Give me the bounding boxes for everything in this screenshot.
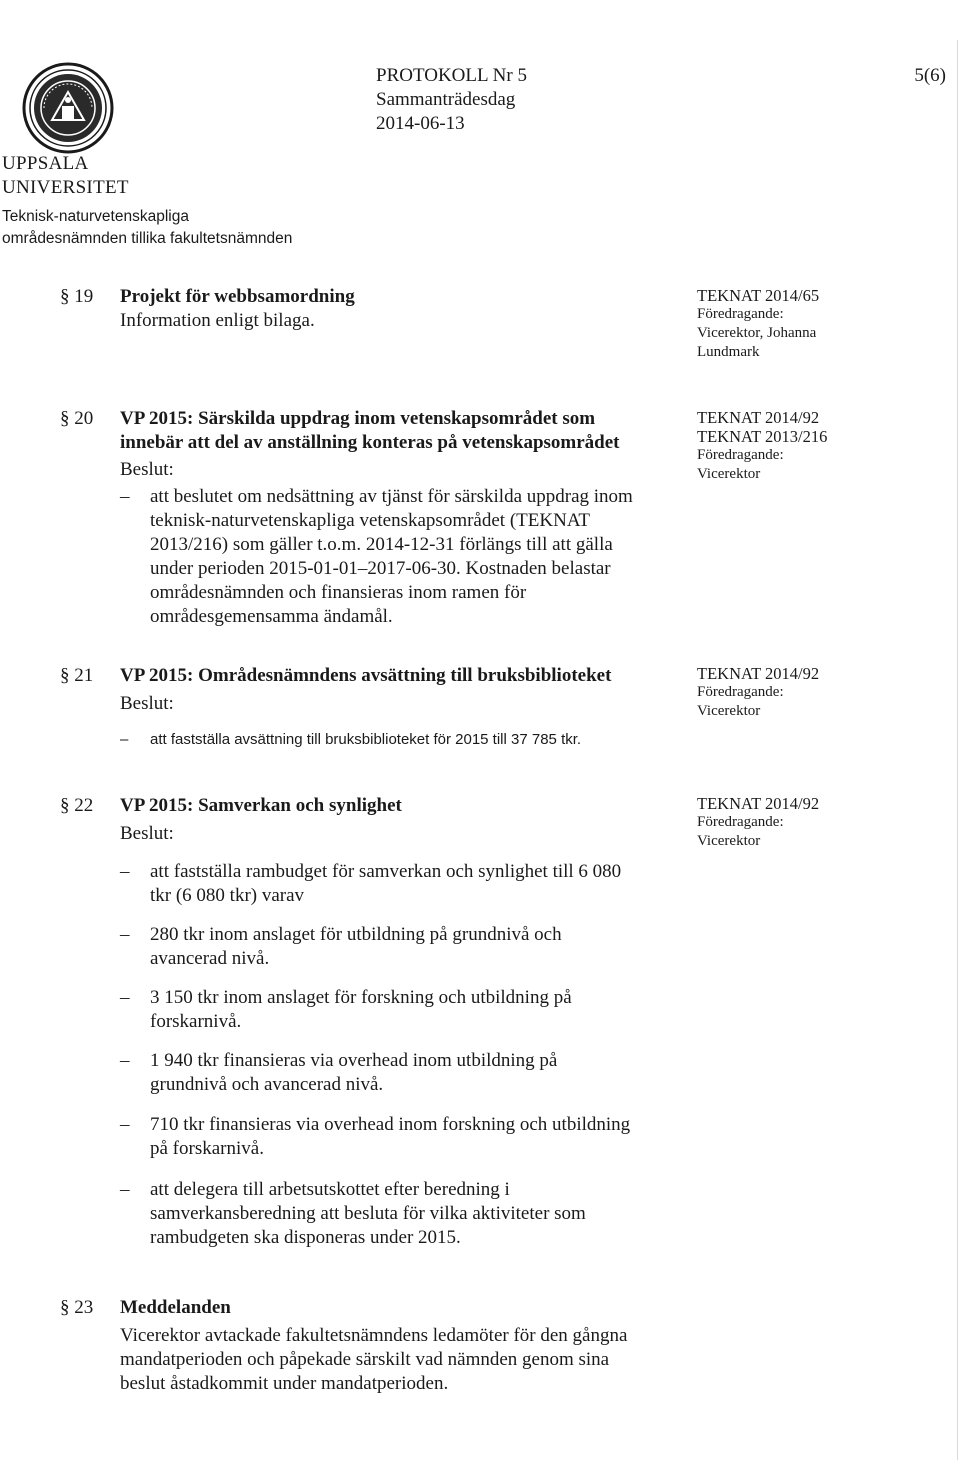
meeting-date: 2014-06-13	[376, 113, 465, 134]
presenter-name: Vicerektor	[697, 833, 761, 849]
case-number: TEKNAT 2014/92	[697, 794, 820, 813]
list-item-line: 280 tkr inom anslaget för utbildning på grundnivå och	[150, 924, 562, 945]
section-20-title	[120, 407, 620, 455]
meeting-type: Sammanträdesdag	[376, 89, 516, 110]
case-number: TEKNAT 2014/65	[697, 286, 820, 305]
page-number: 5(6)	[914, 65, 946, 86]
list-item-line: att fastställa rambudget för samverkan och synlighet till 6 080	[150, 861, 622, 882]
section-sign: §	[60, 408, 70, 429]
dash-bullet: –	[120, 924, 130, 945]
section-22-beslut-label: Beslut:	[120, 823, 174, 844]
body-line: beslut åstadkommit under mandatperioden.	[120, 1373, 449, 1394]
section-number: 19	[74, 286, 94, 307]
faculty-name-line1: Teknisk-naturvetenskapliga	[2, 208, 189, 225]
section-19-title: Projekt för webbsamordning	[120, 286, 355, 307]
presenter-label: Föredragande:	[697, 684, 784, 700]
section-20-title-line1: VP 2015: Särskilda uppdrag inom vetenskapsområdet som	[120, 408, 596, 429]
section-number: 23	[74, 1297, 94, 1318]
presenter-name: Vicerektor	[697, 703, 761, 719]
section-sign: §	[60, 665, 70, 686]
case-number: TEKNAT 2014/92	[697, 664, 820, 683]
presenter-name-cont: Lundmark	[697, 344, 760, 360]
section-number: 22	[74, 795, 94, 816]
section-21-decision-item	[120, 730, 680, 750]
list-item-line: 710 tkr finansieras via overhead inom forskning och utbildning	[150, 1114, 631, 1135]
list-item-line: avancerad nivå.	[150, 948, 270, 969]
dash-bullet: –	[120, 1050, 130, 1071]
protocol-title: PROTOKOLL Nr 5	[376, 65, 527, 86]
section-21-title: VP 2015: Områdesnämndens avsättning till bruksbiblioteket	[120, 665, 612, 686]
section-22-reference	[697, 794, 819, 851]
faculty-name-line2: områdesnämnden tillika fakultetsnämnden	[2, 230, 293, 247]
dash-bullet: –	[120, 486, 130, 507]
body-line: mandatperioden och påpekade särskilt vad nämnden genom sina	[120, 1349, 610, 1370]
presenter-name: Vicerektor, Johanna	[697, 325, 817, 341]
section-22-title: VP 2015: Samverkan och synlighet	[120, 795, 402, 816]
dash-bullet: –	[120, 987, 130, 1008]
section-sign: §	[60, 286, 70, 307]
dash-bullet: –	[120, 861, 130, 882]
decision-line: 2013/216) som gäller t.o.m. 2014-12-31 förlängs till att gälla	[150, 534, 613, 555]
list-item-line: att delegera till arbetsutskottet efter beredning i	[150, 1179, 510, 1200]
protocol-header	[376, 64, 527, 136]
list-item-line: tkr (6 080 tkr) varav	[150, 885, 305, 906]
list-item-line: samverkansberedning att besluta för vilka aktiviteter som	[150, 1203, 586, 1224]
list-item	[120, 1178, 700, 1250]
list-item	[120, 923, 700, 971]
section-23-title: Meddelanden	[120, 1297, 231, 1318]
list-item	[120, 986, 700, 1034]
decision-line: att beslutet om nedsättning av tjänst för särskilda uppdrag inom	[150, 486, 633, 507]
section-20-reference	[697, 408, 827, 484]
dash-bullet: –	[120, 1114, 130, 1135]
presenter-label: Föredragande:	[697, 306, 784, 322]
list-item	[120, 1049, 700, 1097]
section-21-number	[60, 664, 93, 688]
list-item-line: 3 150 tkr inom anslaget för forskning och utbildning på	[150, 987, 572, 1008]
page-edge-line	[957, 40, 958, 1460]
decision-line: områdesgemensamma ändamål.	[150, 606, 393, 627]
university-name-line1: UPPSALA	[2, 153, 89, 174]
section-20-decision-item	[120, 485, 680, 629]
list-item	[120, 860, 700, 908]
university-name-line2: UNIVERSITET	[2, 177, 129, 198]
section-20-title-line2: innebär att del av anställning konteras på vetenskapsområdet	[120, 432, 620, 453]
list-item-line: 1 940 tkr finansieras via overhead inom utbildning på	[150, 1050, 558, 1071]
section-19-number	[60, 285, 93, 309]
section-23-number	[60, 1296, 93, 1320]
section-19-reference	[697, 286, 819, 362]
section-20-beslut-label: Beslut:	[120, 459, 174, 480]
decision-line: under perioden 2015-01-01–2017-06-30. Kostnaden belastar	[150, 558, 611, 579]
university-name	[2, 152, 129, 200]
list-item-line: på forskarnivå.	[150, 1138, 264, 1159]
section-22-number	[60, 794, 93, 818]
section-sign: §	[60, 795, 70, 816]
case-number: TEKNAT 2014/92	[697, 408, 820, 427]
section-20-number	[60, 407, 93, 431]
section-sign: §	[60, 1297, 70, 1318]
decision-line: teknisk-naturvetenskapliga vetenskapsområdet (TEKNAT	[150, 510, 591, 531]
list-item	[120, 1113, 700, 1161]
section-23-body	[120, 1324, 627, 1396]
list-item-line: rambudgeten ska disponeras under 2015.	[150, 1227, 461, 1248]
faculty-name	[2, 206, 292, 250]
decision-line: områdesnämnden och finansieras inom ramen för	[150, 582, 527, 603]
body-line: Vicerektor avtackade fakultetsnämndens ledamöter för den gångna	[120, 1325, 628, 1346]
section-21-beslut-label: Beslut:	[120, 693, 174, 714]
presenter-label: Föredragande:	[697, 814, 784, 830]
dash-bullet: –	[120, 1179, 130, 1200]
section-number: 21	[74, 665, 94, 686]
decision-line: att fastställa avsättning till bruksbiblioteket för 2015 till 37 785 tkr.	[150, 731, 582, 748]
section-19-body: Information enligt bilaga.	[120, 310, 315, 331]
dash-bullet: –	[120, 731, 129, 748]
case-number: TEKNAT 2013/216	[697, 427, 828, 446]
presenter-label: Föredragande:	[697, 447, 784, 463]
section-number: 20	[74, 408, 94, 429]
university-seal-logo	[22, 62, 114, 154]
list-item-line: grundnivå och avancerad nivå.	[150, 1074, 384, 1095]
list-item-line: forskarnivå.	[150, 1011, 242, 1032]
section-21-reference	[697, 664, 819, 721]
presenter-name: Vicerektor	[697, 466, 761, 482]
